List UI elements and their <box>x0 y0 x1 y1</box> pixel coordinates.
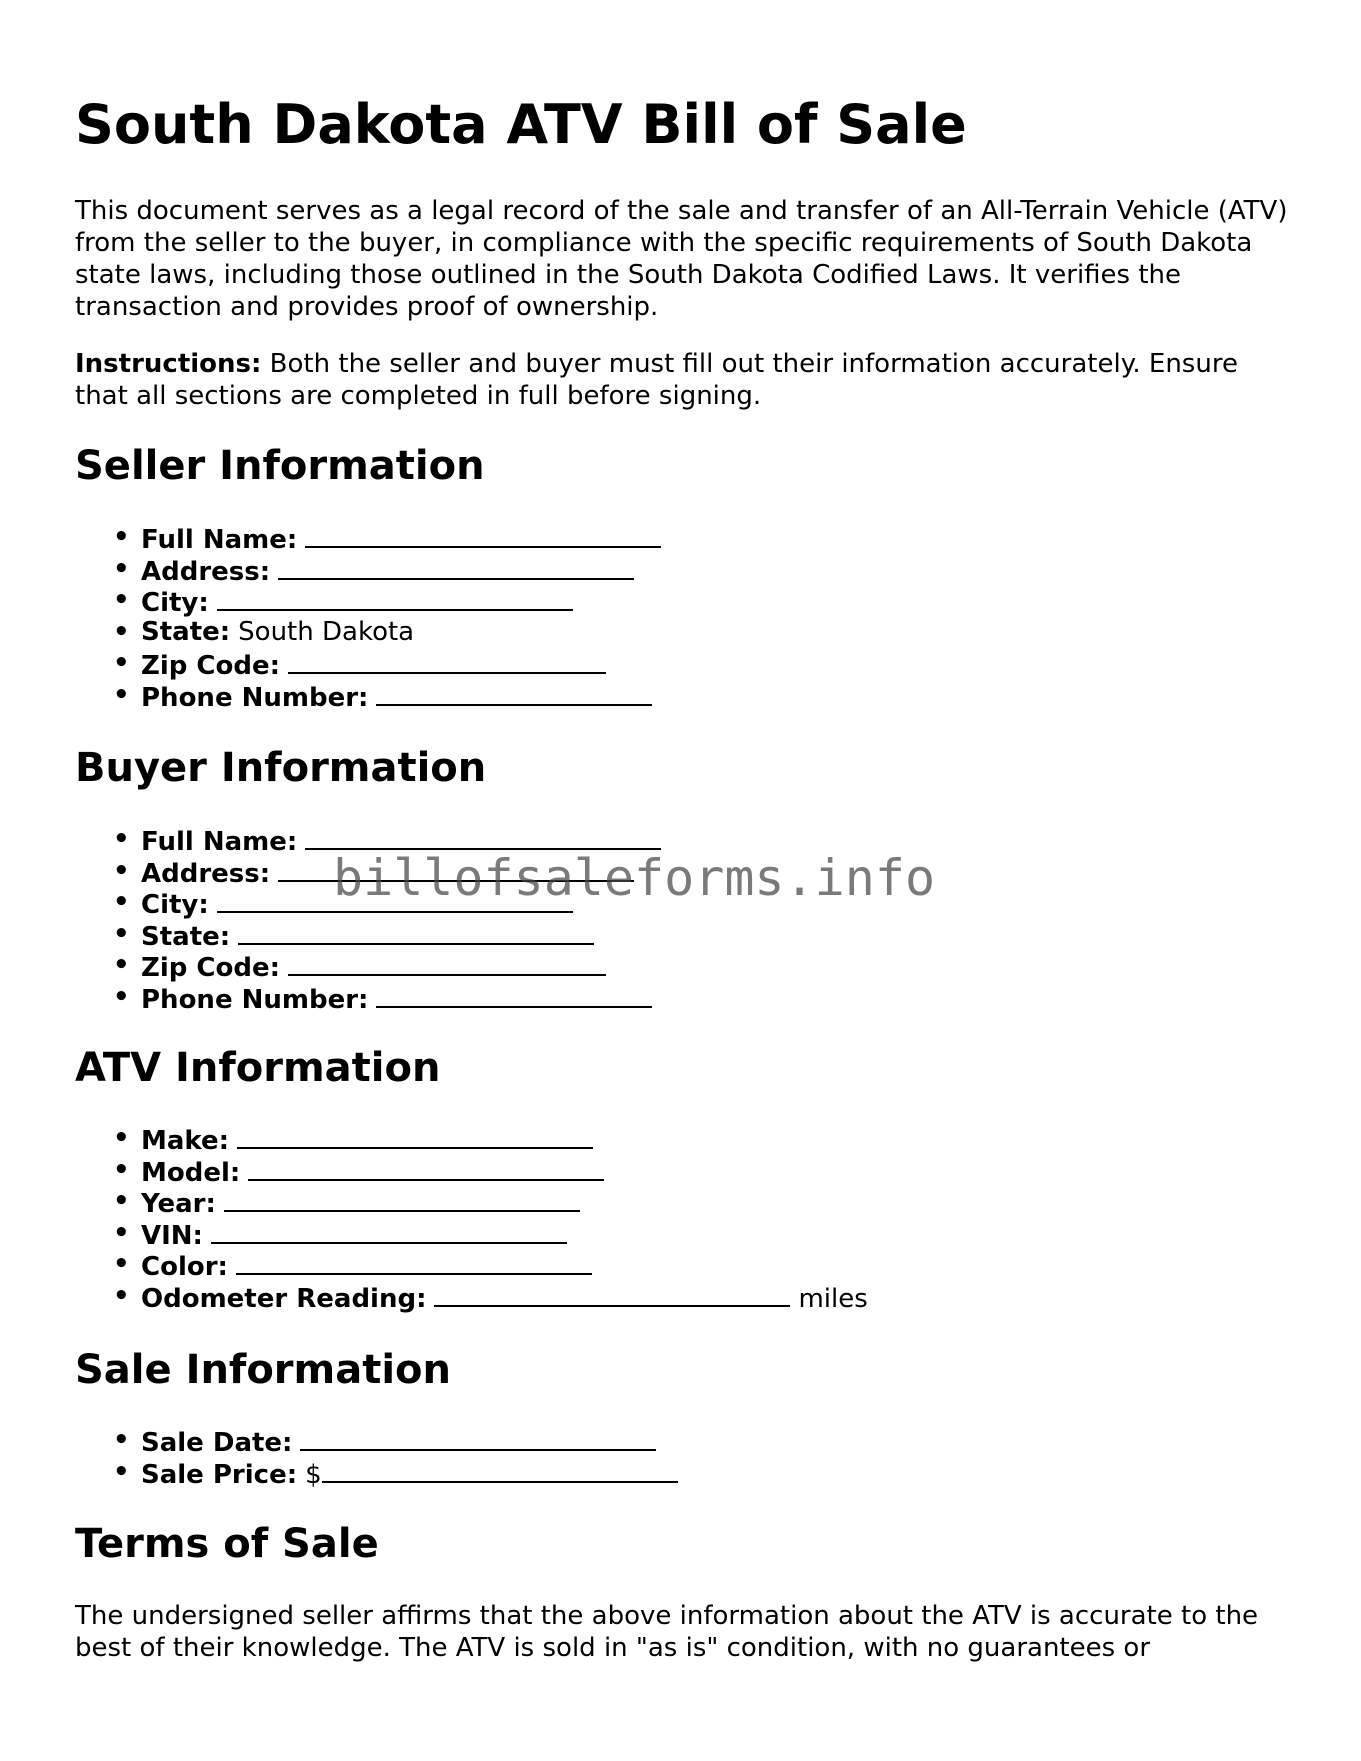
atv-year-row: • Year: <box>75 1186 868 1218</box>
seller-address-row: • Address: <box>75 554 661 586</box>
atv-model-label: Model: <box>141 1157 241 1188</box>
buyer-full-name-row: • Full Name: <box>75 824 661 856</box>
buyer-state-label: State: <box>141 921 231 952</box>
atv-make-label: Make: <box>141 1126 230 1156</box>
atv-vin-field[interactable] <box>211 1218 567 1244</box>
buyer-full-name-field[interactable] <box>305 824 661 850</box>
buyer-phone-label: Phone Number: <box>141 984 369 1015</box>
seller-city-row: • City: <box>75 585 661 617</box>
seller-phone-label: Phone Number: <box>141 682 369 713</box>
atv-model-row: • Model: <box>75 1155 868 1187</box>
seller-zip-row: • Zip Code: <box>75 648 661 680</box>
sale-fields <box>75 1425 678 1488</box>
seller-state-value: South Dakota <box>238 616 415 647</box>
buyer-zip-field[interactable] <box>288 950 606 976</box>
atv-vin-row: • VIN: <box>75 1218 868 1250</box>
document-title: South Dakota ATV Bill of Sale <box>75 93 967 156</box>
sale-price-label: Sale Price: <box>141 1459 298 1490</box>
buyer-phone-field[interactable] <box>376 982 652 1008</box>
buyer-phone-row: • Phone Number: <box>75 982 661 1014</box>
buyer-address-row: • Address: <box>75 856 661 888</box>
atv-color-field[interactable] <box>236 1249 592 1275</box>
seller-phone-row: • Phone Number: <box>75 680 661 712</box>
terms-heading: Terms of Sale <box>75 1521 379 1567</box>
buyer-zip-row: • Zip Code: <box>75 950 661 982</box>
sale-price-row: • Sale Price: $ <box>75 1457 678 1489</box>
seller-zip-field[interactable] <box>288 648 606 674</box>
atv-odometer-field[interactable] <box>434 1281 790 1307</box>
instructions-label: Instructions: <box>75 349 262 379</box>
atv-odometer-label: Odometer Reading: <box>141 1283 427 1314</box>
watermark-text: billofsaleforms.info <box>333 849 936 907</box>
instructions-text: Both the seller and buyer must fill out their information accurately. Ensure that all sections are completed in full before signing. <box>75 349 1238 411</box>
atv-color-row: • Color: <box>75 1249 868 1281</box>
buyer-zip-label: Zip Code: <box>141 953 281 983</box>
atv-make-row: • Make: <box>75 1123 868 1155</box>
sale-date-label: Sale Date: <box>141 1428 293 1458</box>
buyer-state-field[interactable] <box>238 919 594 945</box>
seller-heading: Seller Information <box>75 443 485 489</box>
seller-full-name-row: • Full Name: <box>75 522 661 554</box>
buyer-full-name-label: Full Name: <box>141 827 298 857</box>
seller-address-label: Address: <box>141 556 271 587</box>
seller-full-name-label: Full Name: <box>141 525 298 555</box>
buyer-heading: Buyer Information <box>75 745 487 791</box>
sale-date-field[interactable] <box>300 1425 656 1451</box>
seller-phone-field[interactable] <box>376 680 652 706</box>
atv-odometer-row: • Odometer Reading: miles <box>113 1280 868 1314</box>
seller-fields <box>75 522 661 711</box>
seller-full-name-field[interactable] <box>305 522 661 548</box>
intro-paragraph: This document serves as a legal record of the sale and transfer of an All-Terrain Vehicle (ATV) from the seller to the buyer, in compliance with the specific requirements of South Dakota state laws, including those outlined in the South Dakota Codified Laws. It verifies the transaction and provides proof of ownership. <box>75 196 1288 322</box>
atv-vin-label: VIN: <box>141 1220 203 1251</box>
buyer-city-label: City: <box>141 890 209 920</box>
atv-model-field[interactable] <box>248 1155 604 1181</box>
atv-year-label: Year: <box>141 1189 216 1219</box>
atv-heading: ATV Information <box>75 1045 441 1091</box>
buyer-address-label: Address: <box>141 858 271 889</box>
seller-address-field[interactable] <box>278 554 634 580</box>
atv-color-label: Color: <box>141 1252 228 1282</box>
atv-fields <box>75 1123 868 1312</box>
seller-state-label: State: <box>141 616 231 647</box>
sale-price-field[interactable] <box>322 1457 678 1483</box>
seller-zip-label: Zip Code: <box>141 651 281 681</box>
atv-year-field[interactable] <box>224 1186 580 1212</box>
buyer-state-row: • State: <box>75 919 661 951</box>
sale-heading: Sale Information <box>75 1347 451 1393</box>
sale-date-row: • Sale Date: <box>75 1425 678 1457</box>
seller-city-label: City: <box>141 588 209 618</box>
instructions-paragraph <box>75 348 1295 412</box>
seller-city-field[interactable] <box>217 585 573 611</box>
seller-state-row: • State: South Dakota <box>113 616 415 647</box>
atv-make-field[interactable] <box>237 1123 593 1149</box>
sale-price-currency: $ <box>305 1459 322 1490</box>
atv-odometer-unit: miles <box>798 1283 868 1314</box>
buyer-city-row: • City: <box>75 887 661 919</box>
terms-paragraph: The undersigned seller affirms that the above information about the ATV is accurate to the best of their knowledge. The ATV is sold in "as is" condition, with no guarantees or <box>75 1601 1259 1663</box>
